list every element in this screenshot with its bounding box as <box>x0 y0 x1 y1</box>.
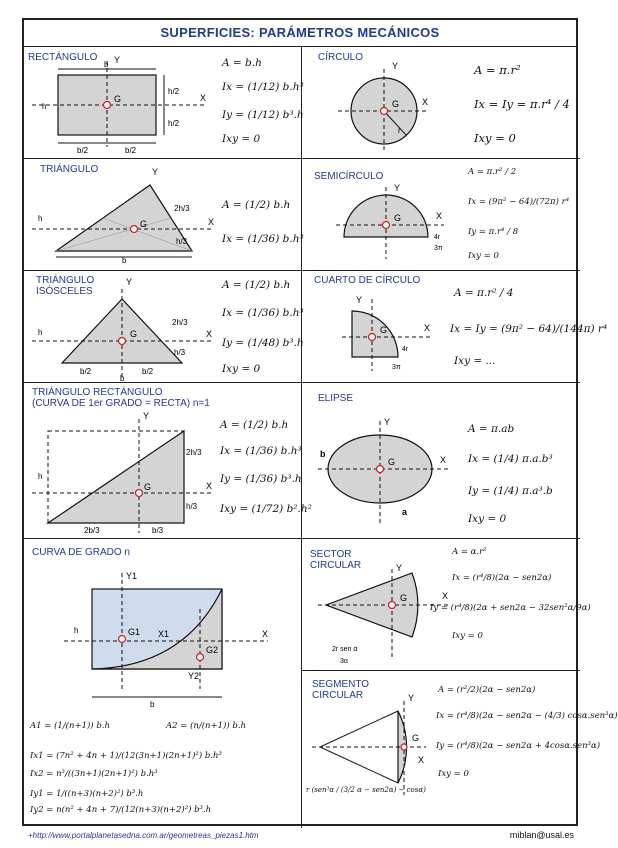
rectangle-section <box>24 47 302 159</box>
iso-ixy: Ixy = 0 <box>222 363 261 375</box>
svg-text:Y1: Y1 <box>126 571 138 581</box>
ncurve-iy2: Iy2 = n(n² + 4n + 7)/(12(n+3)(n+2)²) b³.h <box>30 805 212 815</box>
rtri-iy: Iy = (1/36) b³.h <box>220 473 302 485</box>
semicircle-section <box>302 159 580 271</box>
svg-text:G: G <box>130 329 138 339</box>
triangle-diagram <box>24 159 302 271</box>
rtri-diagram <box>24 383 302 539</box>
rect-iy: Iy = (1/12) b³.h <box>222 109 304 121</box>
svg-text:Y: Y <box>394 183 401 193</box>
ellipse-iy: Iy = (1/4) π.a³.b <box>468 485 553 497</box>
svg-text:Y: Y <box>143 411 150 421</box>
rtri-ix: Ix = (1/36) b.h³ <box>220 445 302 457</box>
iso-ix: Ix = (1/36) b.h³ <box>222 307 304 319</box>
ncurve-ix2: Ix2 = n³/((3n+1)(2n+1)²) b.h³ <box>30 769 158 779</box>
semicircle-ixy: Ixy = 0 <box>468 251 499 261</box>
svg-text:Y: Y <box>114 55 121 65</box>
segment-ix: Ix = (r⁴/8)(2α − sen2α − (4/3) cosα.sen³α) <box>436 711 618 721</box>
quarter-area: A = π.r² / 4 <box>454 287 514 299</box>
ncurve-a2: A2 = (n/(n+1)) b.h <box>166 721 246 731</box>
svg-text:X: X <box>206 329 213 339</box>
svg-text:Y: Y <box>356 295 363 305</box>
iso-iy: Iy = (1/48) b³.h <box>222 337 304 349</box>
svg-text:G: G <box>394 213 402 223</box>
triangle-area: A = (1/2) b.h <box>222 199 291 211</box>
sector-ix: Ix = (r⁴/8)(2α − sen2α) <box>452 573 552 583</box>
triangle-label: TRIÁNGULO <box>40 164 99 175</box>
svg-text:b/3: b/3 <box>152 526 164 535</box>
ncurve-iy1: Iy1 = 1/((n+3)(n+2)²) b³.h <box>30 789 144 799</box>
svg-text:Y: Y <box>384 417 391 427</box>
ellipse-label: ELIPSE <box>318 393 354 404</box>
iso-area: A = (1/2) b.h <box>222 279 291 291</box>
svg-text:h: h <box>42 102 47 111</box>
svg-text:h/2: h/2 <box>168 87 180 96</box>
rtri-ixy: Ixy = (1/72) b².h² <box>220 503 312 515</box>
svg-text:b/2: b/2 <box>125 146 137 155</box>
svg-text:h/3: h/3 <box>174 348 186 357</box>
svg-text:a: a <box>402 507 408 517</box>
ellipse-section <box>302 383 580 539</box>
rect-ixy: Ixy = 0 <box>222 133 261 145</box>
svg-text:G: G <box>380 325 388 335</box>
quarter-ixy: Ixy = ... <box>454 355 496 367</box>
quarter-ix: Ix = Iy = (9π² − 64)/(144π) r⁴ <box>450 323 608 335</box>
sector-label: SECTOR CIRCULAR <box>310 549 362 571</box>
svg-text:Y: Y <box>126 277 133 287</box>
svg-text:X: X <box>442 591 449 601</box>
svg-text:h: h <box>74 626 79 635</box>
svg-text:G: G <box>140 219 148 229</box>
svg-text:2r sen α: 2r sen α <box>332 646 358 653</box>
svg-text:G: G <box>412 733 420 743</box>
semicircle-label: SEMICÍRCULO <box>314 171 384 182</box>
svg-text:G: G <box>388 457 396 467</box>
svg-text:G1: G1 <box>128 627 141 637</box>
semicircle-diagram <box>302 159 580 271</box>
svg-text:r: r <box>398 126 401 135</box>
svg-text:Y2: Y2 <box>188 671 200 681</box>
semicircle-area: A = π.r² / 2 <box>468 167 517 177</box>
ncurve-ix1: Ix1 = (7n² + 4n + 1)/(12(3n+1)(2n+1)²) b.h³ <box>30 751 222 761</box>
svg-text:b: b <box>122 256 127 265</box>
svg-text:b: b <box>320 449 326 459</box>
svg-text:G2: G2 <box>206 645 219 655</box>
quarter-circle-section <box>302 271 608 383</box>
svg-text:h: h <box>38 328 43 337</box>
svg-text:X: X <box>200 93 207 103</box>
semicircle-iy: Iy = π.r⁴ / 8 <box>468 227 519 237</box>
svg-text:h/3: h/3 <box>176 237 188 246</box>
svg-text:h/2: h/2 <box>168 119 180 128</box>
svg-text:h/3: h/3 <box>186 502 198 511</box>
svg-text:4r: 4r <box>434 234 441 241</box>
svg-text:3α: 3α <box>340 658 348 665</box>
circle-section <box>302 47 580 159</box>
isosceles-label: TRIÁNGULO ISÓSCELES <box>36 275 95 297</box>
svg-text:X: X <box>436 211 443 221</box>
rtri-label: TRIÁNGULO RECTÁNGULO (CURVA DE 1er GRADO = RECTA) n=1 <box>32 387 210 409</box>
circle-ixy: Ixy = 0 <box>474 131 516 145</box>
svg-text:X: X <box>208 217 215 227</box>
svg-text:G: G <box>114 94 122 104</box>
ellipse-ixy: Ixy = 0 <box>468 513 507 525</box>
svg-text:Y: Y <box>392 61 399 71</box>
svg-text:b: b <box>104 60 109 69</box>
svg-text:h: h <box>38 214 43 223</box>
svg-text:b/2: b/2 <box>77 146 89 155</box>
sector-ixy: Ixy = 0 <box>452 631 483 641</box>
svg-text:2h/3: 2h/3 <box>174 204 190 213</box>
svg-text:X: X <box>262 629 269 639</box>
rectangle-label: RECTÁNGULO <box>28 52 98 63</box>
semicircle-ix: Ix = (9π² − 64)/(72π) r⁴ <box>468 197 570 207</box>
rtri-area: A = (1/2) b.h <box>220 419 289 431</box>
svg-text:2h/3: 2h/3 <box>186 448 202 457</box>
svg-text:3π: 3π <box>392 364 401 371</box>
circle-inertia: Ix = Iy = π.r⁴ / 4 <box>474 97 570 111</box>
rect-ix: Ix = (1/12) b.h³ <box>222 81 304 93</box>
svg-text:b: b <box>120 374 125 383</box>
svg-text:G: G <box>392 99 400 109</box>
quarter-label: CUARTO DE CÍRCULO <box>314 275 421 286</box>
sector-iy: Iy = (r⁴/8)(2α + sen2α − 32sen²α/9α) <box>430 603 591 613</box>
ncurve-a1: A1 = (1/(n+1)) b.h <box>30 721 110 731</box>
svg-text:G: G <box>400 593 408 603</box>
segment-iy: Iy = (r⁴/8)(2α − sen2α + 4cosα.sen³α) <box>436 741 601 751</box>
circle-area: A = π.r² <box>474 63 521 77</box>
ellipse-ix: Ix = (1/4) π.a.b³ <box>468 453 553 465</box>
svg-text:X: X <box>418 755 425 765</box>
svg-text:Y: Y <box>152 167 159 177</box>
right-triangle-section <box>24 383 312 539</box>
page-title: SUPERFICIES: PARÁMETROS MECÁNICOS <box>24 20 576 47</box>
svg-text:2h/3: 2h/3 <box>172 318 188 327</box>
ncurve-label: CURVA DE GRADO n <box>32 547 130 558</box>
segment-centroid: r (sen³α / (3/2 α − sen2α) − cosα) <box>306 786 426 794</box>
formula-sheet <box>22 18 618 826</box>
n-degree-curve-section <box>24 539 302 828</box>
isosceles-section <box>24 271 302 383</box>
triangle-section <box>24 159 302 271</box>
svg-text:b/2: b/2 <box>142 367 154 376</box>
svg-text:Y: Y <box>408 693 415 703</box>
svg-text:Y: Y <box>396 563 403 573</box>
svg-text:X: X <box>206 481 213 491</box>
triangle-ix: Ix = (1/36) b.h³ <box>222 233 304 245</box>
svg-text:3π: 3π <box>434 245 443 252</box>
rect-area: A = b.h <box>222 57 262 69</box>
segment-label: SEGMENTO CIRCULAR <box>312 679 370 701</box>
segment-area: A = (r²/2)(2α − sen2α) <box>438 685 536 695</box>
svg-text:h: h <box>38 472 43 481</box>
svg-text:b: b <box>150 700 155 709</box>
svg-text:X1: X1 <box>158 629 170 639</box>
svg-text:X: X <box>422 97 429 107</box>
sector-area: A = α.r² <box>452 547 487 557</box>
footer-email[interactable]: miblan@usal.es <box>509 830 574 840</box>
circle-label: CÍRCULO <box>318 52 364 63</box>
svg-text:b/2: b/2 <box>80 367 92 376</box>
sector-section <box>302 539 591 671</box>
svg-text:G: G <box>144 482 152 492</box>
ellipse-area: A = π.ab <box>468 423 515 435</box>
svg-text:2b/3: 2b/3 <box>84 526 100 535</box>
svg-text:X: X <box>424 323 431 333</box>
ncurve-diagram <box>24 539 302 828</box>
segment-ixy: Ixy = 0 <box>438 769 469 779</box>
svg-text:4r: 4r <box>402 346 409 353</box>
svg-text:X: X <box>440 455 447 465</box>
segment-section <box>302 671 618 828</box>
footer-link[interactable]: +http://www.portalplanetasedna.com.ar/geometreas_piezas1.htm <box>28 831 259 840</box>
